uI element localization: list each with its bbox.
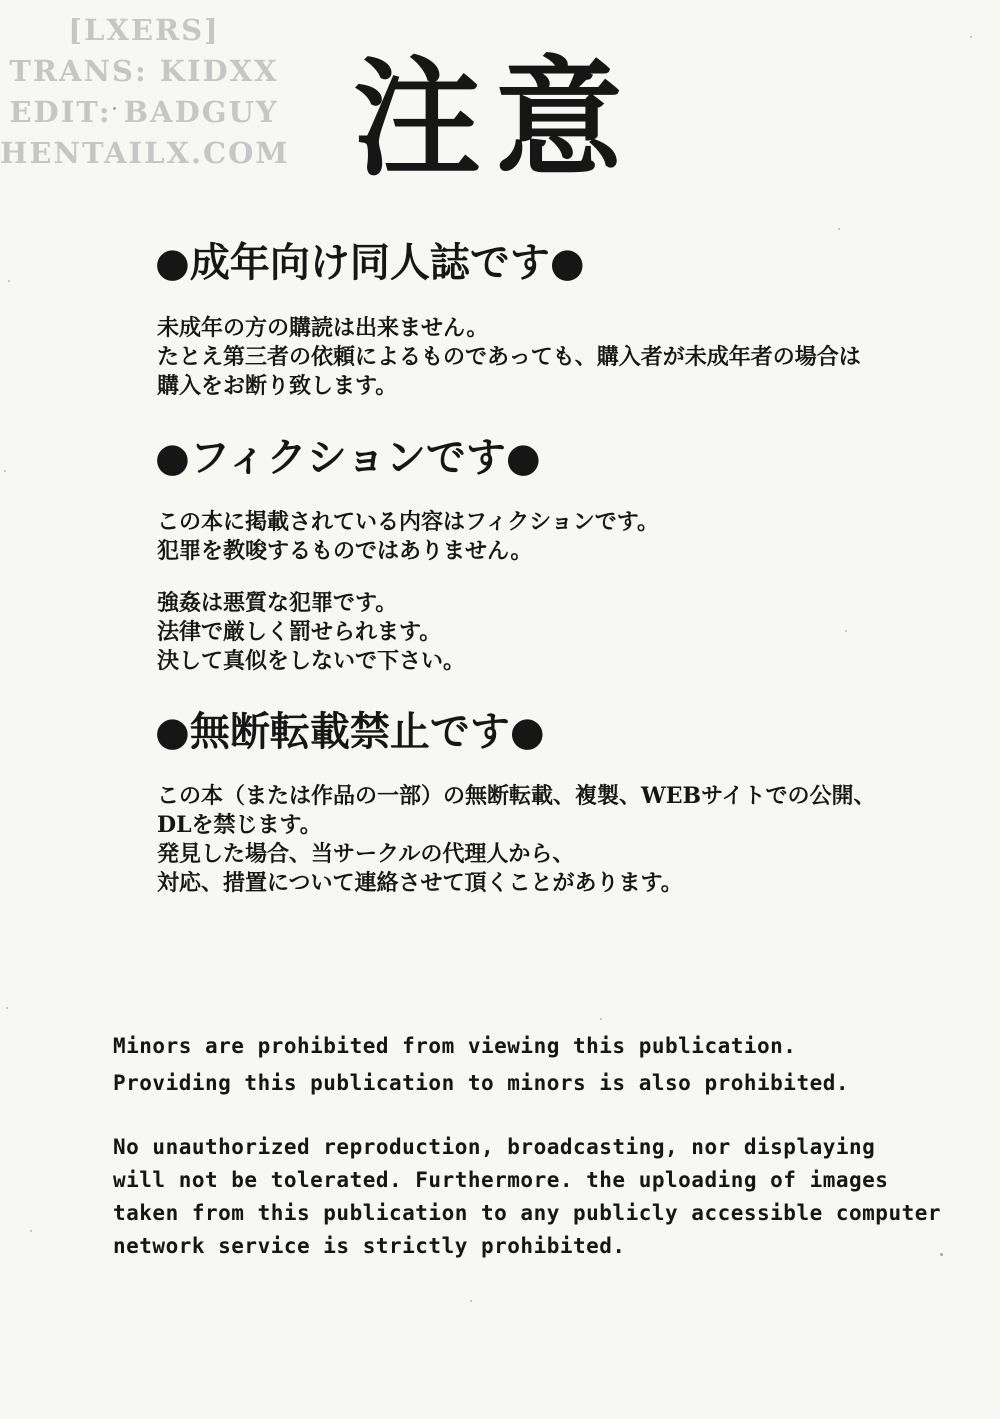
paragraph-fiction [157,508,659,566]
section-heading-fiction: ●フィクションです● [155,434,541,481]
scan-speckle [470,1300,472,1302]
scan-speckle [845,630,847,632]
paragraph-line: No unauthorized reproduction, broadcasting, nor displaying [113,1135,876,1159]
scan-speckle [600,1018,602,1020]
paragraph-english-no-reproduction [113,1131,941,1263]
scan-speckle [838,228,840,230]
paragraph-line: 法律で厳しく罰せられます。 [157,619,442,645]
paragraph-line: 発見した場合、当サークルの代理人から、 [157,841,575,867]
paragraph-line: 購入をお断り致します。 [157,373,398,399]
paragraph-line: Minors are prohibited from viewing this publication. [113,1034,797,1058]
scan-speckle [113,107,116,110]
watermark-group-tag: [LXERS] [68,13,220,47]
paragraph-line: taken from this publication to any publicly accessible computer [113,1201,942,1225]
paragraph-line: Providing this publication to minors is also prohibited. [113,1071,850,1095]
paragraph-line: 決して真似をしないで下さい。 [157,648,466,674]
paragraph-adult-only [157,314,861,401]
paragraph-crime-warning [157,589,465,676]
scan-speckle [6,1007,8,1009]
scan-speckle [8,280,10,282]
paragraph-line: 犯罪を教唆するものではありません。 [157,538,533,564]
paragraph-line: 対応、措置について連絡させて頂くことがあります。 [157,870,683,896]
watermark-translator-credit: TRANS: KIDXX [9,54,279,88]
watermark-site-name: HENTAILX.COM [0,136,290,170]
paragraph-line: この本（または作品の一部）の無断転載、複製、WEBサイトでの公開、 [157,783,876,809]
scan-speckle [30,1230,32,1232]
paragraph-english-minors [113,1028,849,1102]
scan-speckle [970,36,972,38]
paragraph-line: 強姦は悪質な犯罪です。 [157,590,398,616]
paragraph-no-reproduction [157,782,876,898]
paragraph-line: will not be tolerated. Furthermore. the uploading of images [113,1168,889,1192]
page-title: 注意 [352,45,637,194]
paragraph-line: network service is strictly prohibited. [113,1234,626,1258]
paragraph-line: この本に掲載されている内容はフィクションです。 [157,509,660,535]
paragraph-line: たとえ第三者の依頼によるものであっても、購入者が未成年者の場合は [157,344,861,370]
watermark-editor-credit: EDIT: BADGUY [9,95,279,129]
paragraph-line: 未成年の方の購読は出来ません。 [157,315,489,341]
scan-speckle [4,470,6,472]
scan-speckle [940,1253,943,1256]
paragraph-line: DLを禁じます。 [157,812,322,838]
section-heading-no-reproduction: ●無断転載禁止です● [155,708,545,755]
section-heading-adult-only: ●成年向け同人誌です● [155,239,585,286]
